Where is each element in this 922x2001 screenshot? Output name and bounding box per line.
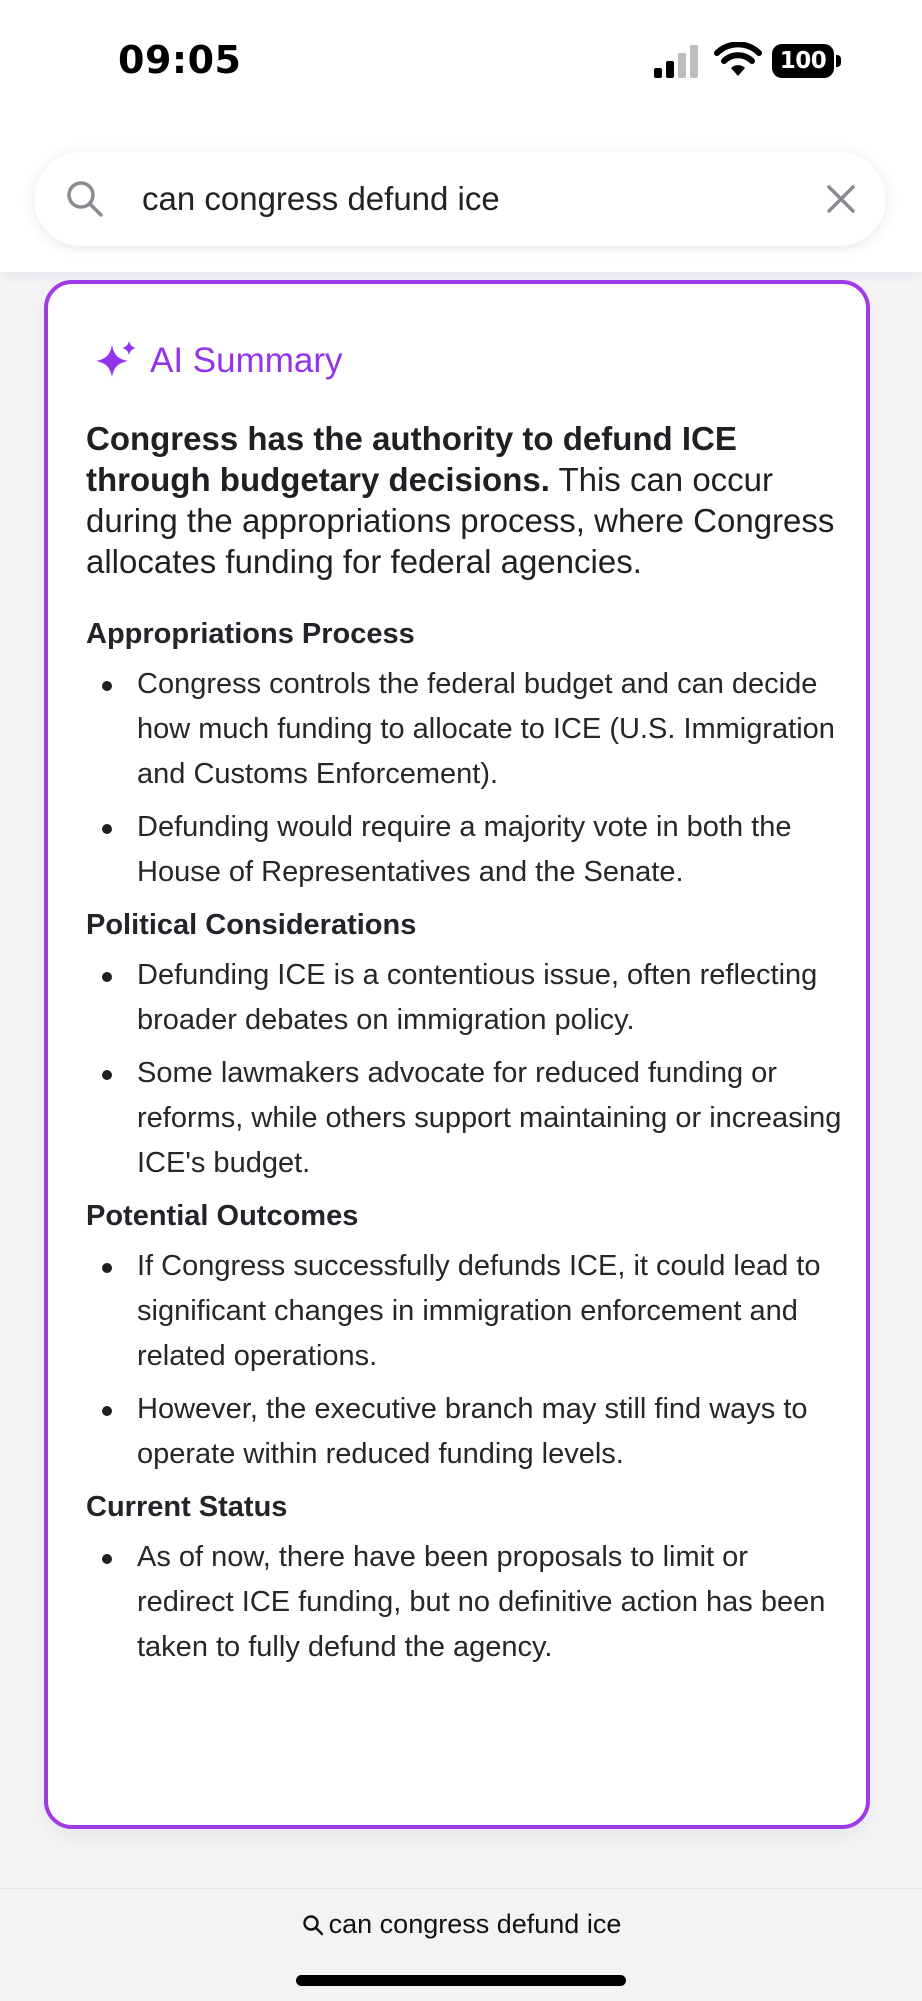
battery-icon [772,44,842,78]
section-bullets [86,662,846,895]
summary-lead-bold: Congress has the authority to defund ICE through budgetary decisions. [86,420,737,498]
section-bullets [86,1535,846,1670]
battery-level: 100 [772,44,834,78]
status-bar [0,0,922,120]
summary-content [86,418,846,1678]
bullet-item: Congress controls the federal budget and can decide how much funding to allocate to ICE (U.S. Immigration and Customs Enforcement). [86,662,846,797]
search-icon [301,1913,325,1937]
status-time: 09:05 [118,38,242,82]
bullet-item: If Congress successfully defunds ICE, it could lead to significant changes in immigration enforcement and related operations. [86,1244,846,1379]
search-icon [64,178,106,220]
top-area [0,0,922,272]
section-heading: Current Status [86,1491,288,1523]
signal-icon [652,44,702,78]
bullet-item: However, the executive branch may still find ways to operate within reduced funding levels. [86,1387,846,1477]
wifi-icon [714,42,762,78]
search-bar[interactable] [34,152,886,246]
home-indicator[interactable] [296,1975,626,1986]
bottom-query[interactable]: can congress defund ice [328,1909,622,1939]
bottom-address-bar[interactable] [0,1888,922,2001]
close-icon[interactable] [824,182,858,216]
ai-summary-card [44,280,870,1829]
section-heading: Appropriations Process [86,618,415,650]
bullet-item: Defunding ICE is a contentious issue, often reflecting broader debates on immigration policy. [86,953,846,1043]
search-input[interactable]: can congress defund ice [142,180,500,217]
section-heading: Political Considerations [86,909,417,941]
bullet-item: Some lawmakers advocate for reduced funding or reforms, while others support maintaining or increasing ICE's budget. [86,1051,846,1186]
summary-lead-rest: This can occur during the appropriations process, where Congress allocates funding for federal agencies. [86,461,835,580]
battery-cap [836,55,841,67]
bullet-item: Defunding would require a majority vote in both the House of Representatives and the Senate. [86,805,846,895]
card-header [94,336,343,386]
section-heading: Potential Outcomes [86,1200,359,1232]
sparkle-icon [94,339,138,383]
summary-lead [86,418,846,582]
bottom-search[interactable] [0,1909,922,1940]
section-bullets [86,953,846,1186]
section-bullets [86,1244,846,1477]
bullet-item: As of now, there have been proposals to limit or redirect ICE funding, but no definitive action has been taken to fully defund the agency. [86,1535,846,1670]
card-title: AI Summary [150,341,343,380]
